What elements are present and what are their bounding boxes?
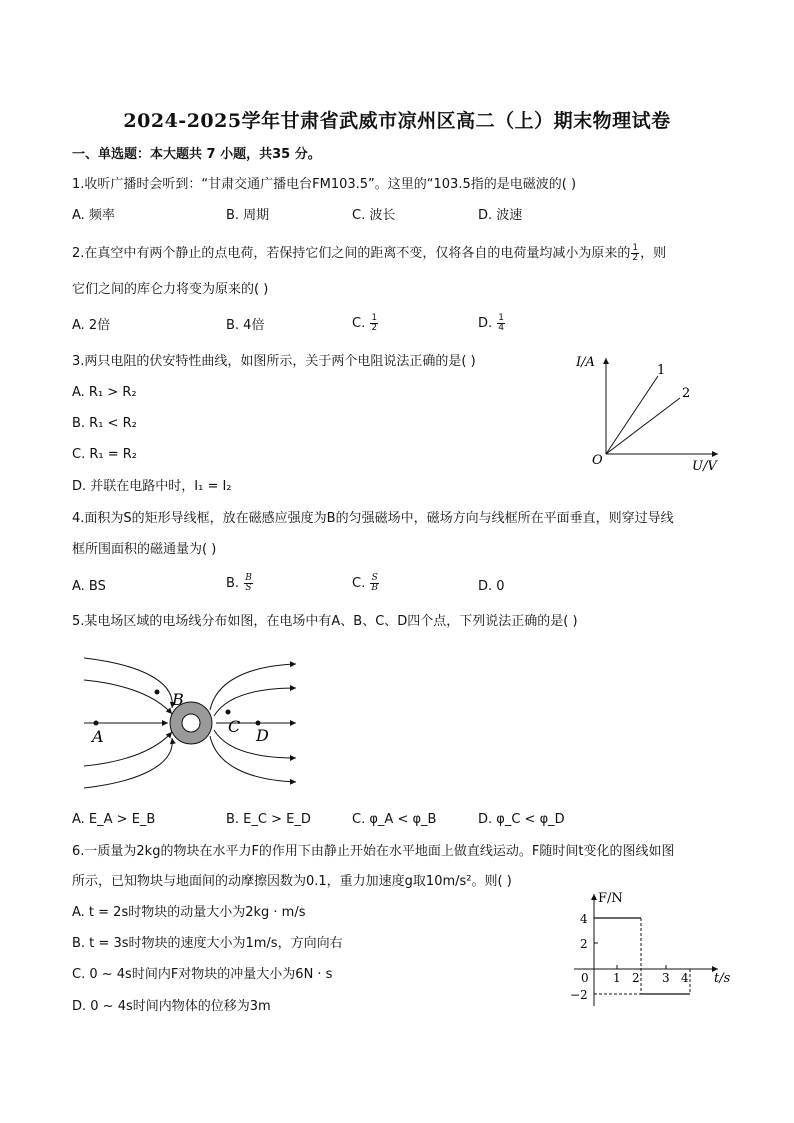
- q5-option-b: B. E_C > E_D: [226, 812, 311, 827]
- q3-line-1: [606, 376, 658, 454]
- q3-xlabel: U/V: [692, 459, 717, 474]
- q5-option-a: A. E_A > E_B: [72, 812, 156, 827]
- q5-field-diagram: [76, 650, 308, 798]
- q6-option-a: A. t = 2s时物块的动量大小为2kg · m/s: [72, 905, 306, 920]
- q3-origin-label: O: [592, 453, 603, 468]
- q6-tick-y-neg2: −2: [570, 988, 588, 1002]
- q5-stem: 5.某电场区域的电场线分布如图，在电场中有A、B、C、D四个点，下列说法正确的是( ): [72, 614, 578, 629]
- q5-option-c: C. φ_A < φ_B: [352, 812, 437, 827]
- q1-stem: 1.收听广播时会听到：“甘肃交通广播电台FM103.5”。这里的“103.5指的是电磁波的( ): [72, 177, 577, 192]
- q6-tick-y-2: 2: [580, 937, 588, 951]
- q6-xlabel: t/s: [714, 971, 731, 986]
- q2-stem-text: 2.在真空中有两个静止的点电荷，若保持它们之间的距离不变，仅将各自的电荷量均减小为原来的: [72, 246, 631, 261]
- q6-tick-x-4: 4: [681, 971, 689, 985]
- q6-option-c: C. 0 ~ 4s时间内F对物块的冲量大小为6N · s: [72, 967, 333, 982]
- q4-option-d: D. 0: [478, 579, 505, 594]
- page-title: 2024-2025学年甘肃省武威市凉州区高二（上）期末物理试卷: [123, 110, 671, 132]
- q3-iv-graph: [570, 348, 730, 474]
- q4-stem: 4.面积为S的矩形导线框，放在磁感应强度为B的匀强磁场中，磁场方向与线框所在平面垂直，则穿过导线: [72, 511, 674, 526]
- q3-line1-label: 1: [657, 363, 666, 378]
- q4-option-a: A. BS: [72, 579, 106, 594]
- q3-line-2: [606, 398, 680, 454]
- q4-option-c: C. $\frac{S}{B}$: [352, 573, 378, 593]
- q6-stem: 6.一质量为2kg的物块在水平力F的作用下由静止开始在水平地面上做直线运动。F随时间t变化的图线如图: [72, 844, 675, 859]
- q3-stem: 3.两只电阻的伏安特性曲线，如图所示，关于两个电阻说法正确的是( ): [72, 354, 476, 369]
- q2-stem: 2.在真空中有两个静止的点电荷，若保持它们之间的距离不变，仅将各自的电荷量均减小为原来的 $\frac{1}{2}$ ，则: [72, 243, 667, 263]
- point-c: [226, 710, 231, 715]
- q1-option-d: D. 波速: [478, 208, 523, 223]
- q4-option-b: B. $\frac{B}{S}$: [226, 573, 252, 593]
- q3-line2-label: 2: [682, 386, 691, 401]
- q2-option-a: A. 2倍: [72, 318, 111, 333]
- point-b: [155, 690, 160, 695]
- q6-option-b: B. t = 3s时物块的速度大小为1m/s，方向向右: [72, 936, 343, 951]
- q3-option-b: B. R₁ < R₂: [72, 416, 137, 431]
- q6-force-graph: [560, 882, 742, 1010]
- q2-stem-fraction: $\frac{1}{2}$: [632, 243, 639, 263]
- q1-option-c: C. 波长: [352, 208, 396, 223]
- q1-option-a: A. 频率: [72, 208, 115, 223]
- q5-option-d: D. φ_C < φ_D: [478, 812, 565, 827]
- q6-tick-x-3: 3: [662, 971, 670, 985]
- q3-option-d: D. 并联在电路中时，I₁ = I₂: [72, 479, 232, 494]
- label-d: D: [256, 726, 269, 745]
- q6-ylabel: F/N: [598, 891, 623, 906]
- q2-option-c: C. $\frac{1}{2}$: [352, 313, 378, 333]
- q6-tick-x-1: 1: [613, 971, 621, 985]
- label-c: C: [228, 717, 241, 736]
- q6-tick-x-2: 2: [632, 971, 640, 985]
- q6-tick-y-4: 4: [580, 912, 588, 926]
- q6-option-d: D. 0 ~ 4s时间内物体的位移为3m: [72, 999, 271, 1014]
- q6-stem-line2: 所示，已知物块与地面间的动摩擦因数为0.1，重力加速度g取10m/s²。则( ): [72, 874, 512, 889]
- point-d: [256, 721, 261, 726]
- q2-option-d: D. $\frac{1}{4}$: [478, 313, 505, 333]
- q2-option-b: B. 4倍: [226, 318, 265, 333]
- q3-option-c: C. R₁ = R₂: [72, 447, 137, 462]
- q3-ylabel: I/A: [576, 355, 595, 370]
- label-a: A: [92, 727, 104, 746]
- q1-option-b: B. 周期: [226, 208, 270, 223]
- q3-option-a: A. R₁ > R₂: [72, 385, 137, 400]
- point-a: [94, 721, 99, 726]
- q4-stem-line2: 框所围面积的磁通量为( ): [72, 542, 217, 557]
- section-heading: 一、单选题：本大题共 7 小题，共35 分。: [72, 147, 321, 162]
- label-b: B: [172, 690, 184, 709]
- q6-tick-x-0: 0: [581, 971, 589, 985]
- q2-stem-line2: 它们之间的库仑力将变为原来的( ): [72, 282, 269, 297]
